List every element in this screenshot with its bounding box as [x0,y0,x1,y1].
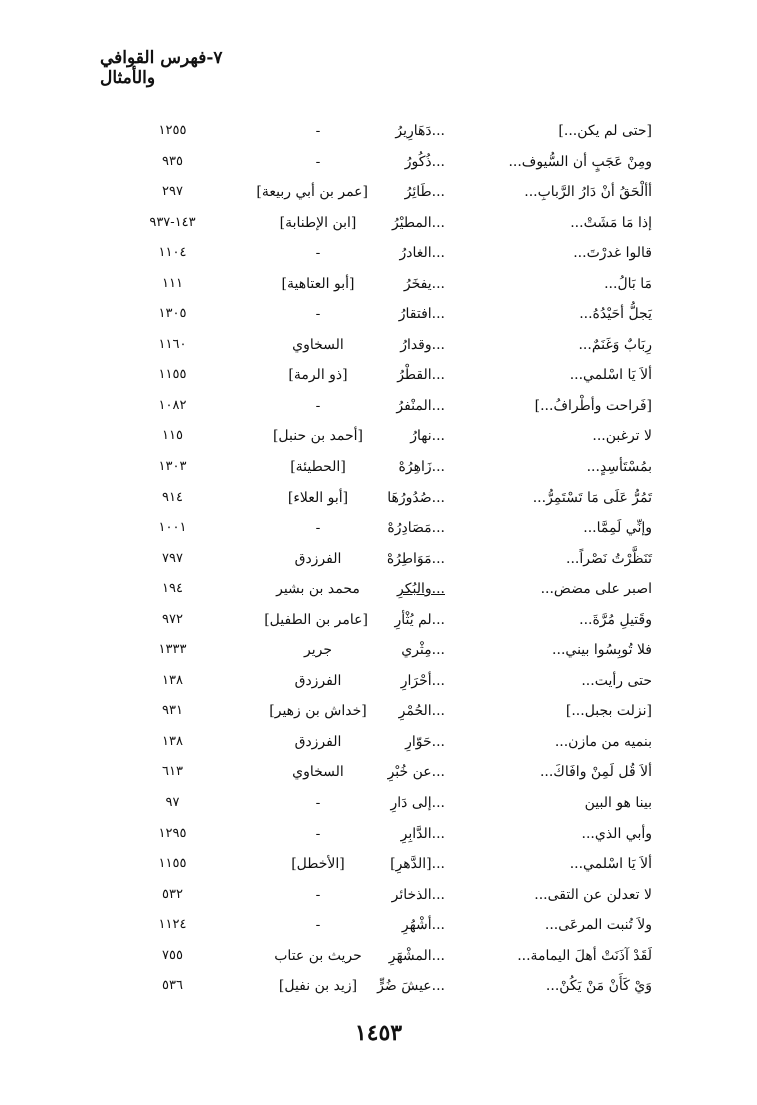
verse-opening: قالوا غدرْتَ... [573,245,652,262]
verse-opening: فلا تُوبِسُوا بيني... [552,642,652,659]
index-row [0,208,757,239]
verse-opening: وقَتيلِ مُرَّةَ... [579,611,652,628]
index-row [0,880,757,911]
index-row [0,696,757,727]
index-row [0,116,757,147]
index-row [0,421,757,452]
rhyme-word: ...وقدارُ [400,336,445,353]
rhyme-word: ...مِثْري [401,642,445,659]
page-reference: ١١٦٠ [158,336,187,352]
poet-name: [ذو الرمة] [288,367,348,384]
poet-name: [خداش بن زهير] [269,703,367,720]
verse-opening: لا تعدلن عن التقى... [534,886,652,903]
page-reference: ٥٣٦ [162,978,183,994]
verse-opening: بنميه من مازن... [554,733,652,750]
verse-opening: مَا بَالُ... [604,275,652,292]
page-reference: ٩٧ [165,795,180,811]
rhyme-word: ...يفخَرُ [403,275,445,292]
rhyme-word: ...مَوَاطِرُهْ [386,550,445,567]
poet-name: - [315,245,321,262]
page-reference: ٩٧٢ [162,611,183,627]
poet-name: - [315,520,321,537]
verse-opening: بمُسْتَأسِدٍ... [586,459,652,476]
poet-name: محمد بن بشير [276,581,360,598]
page-reference: ١١٥ [162,428,183,444]
index-row [0,757,757,788]
page-reference: ٩٣١ [162,703,183,719]
page-reference: ٥٣٢ [162,886,183,902]
page-reference: ١٣٣٣ [158,642,187,658]
rhyme-word: ...أشْهُرِ [401,917,445,934]
poet-name: - [315,886,321,903]
rhyme-word: ...الحُمْرِ [398,703,445,720]
page-reference: ١٣٠٣ [158,459,187,475]
page-reference: ١٠٠١ [158,520,187,536]
poet-name: - [315,397,321,414]
poet-name: [زيد بن نفيل] [278,978,358,995]
poet-name: [ابن الإطنابة] [279,214,357,231]
page-reference: ١١١ [162,275,183,291]
rhyme-word: ...والبُكرِ [397,581,445,598]
index-row [0,483,757,514]
index-row [0,727,757,758]
index-row [0,513,757,544]
page-reference: ٩٣٥ [162,153,183,169]
poet-name: [الأخطل] [291,856,345,873]
verse-opening: أألْحَقُ أنْ دَارُ الرَّبابِ... [524,184,652,201]
poet-name: الفرزدق [294,550,342,567]
verse-opening: ألاَ يَا اسْلمي... [569,856,652,873]
index-row [0,177,757,208]
index-row [0,330,757,361]
index-row [0,605,757,636]
index-row [0,452,757,483]
poet-name: [أبو العتاهية] [281,275,355,292]
page-reference: ١٣٨ [162,733,183,749]
page-reference: ١٢٥٥ [158,123,187,138]
page-number: ١٤٥٣ [354,1020,403,1046]
poet-name: [أحمد بن حنبل] [272,428,364,445]
rhyme-word: ...مَصَادِرُهْ [387,520,445,537]
index-row [0,819,757,850]
index-row [0,941,757,972]
poet-name: [الحطيئة] [290,459,346,476]
poet-name: حريث بن عتاب [274,947,362,964]
index-row [0,849,757,880]
rhyme-word: ...حَوّارِ [405,733,445,750]
verse-opening: إذا مَا مَشَتْ... [570,214,652,231]
index-row [0,788,757,819]
page-reference: ١١٢٤ [158,917,187,933]
poet-name: [عامر بن الطفيل] [264,611,368,628]
verse-opening: تَمُرُّ عَلَى مَا تَسْتَمِرُّ... [532,489,652,506]
rhyme-index-list [0,116,757,1002]
index-row [0,544,757,575]
verse-opening: وأبي الذي... [581,825,652,842]
index-row [0,299,757,330]
verse-opening: تَنَظَّرْتُ نَصْراً... [566,550,652,567]
page-reference: ١١٥٥ [158,367,187,383]
poet-name: الفرزدق [294,672,342,689]
page-reference: ١٩٤ [162,581,183,597]
page-reference: ٧٩٧ [162,550,183,566]
verse-opening: [نزلت بجبل...] [565,703,652,720]
rhyme-word: ...لم يُثْأرِ [394,611,445,628]
page-header-title: ٧-فهرس القوافي والأمثال [100,48,223,88]
verse-opening: حتى رأيت... [581,672,652,689]
page-reference: ٦١٣ [162,764,183,780]
index-row [0,574,757,605]
verse-opening: ولاَ تُنبت المرعَى... [544,917,652,934]
verse-opening: وَيْ كَأَنْ مَنْ يَكُنْ... [545,978,652,995]
page-reference: ٧٥٥ [162,947,183,963]
index-row [0,635,757,666]
rhyme-word: ...عيشَ ضُرٍّ [377,978,445,995]
poet-name: [أبو العلاء] [287,489,349,506]
verse-opening: يَجلُّ أحَيْدُهُ... [579,306,652,323]
page-reference: ٢٩٧ [162,184,183,200]
poet-name: - [315,153,321,170]
verse-opening: ومِنْ عَجَبٍ أن السُّيوف... [508,153,652,170]
verse-opening: بينا هو البين [584,795,652,812]
page-reference: ١٤٣-٩٣٧ [149,214,196,230]
rhyme-word: ...المطيْرُ [391,214,445,231]
rhyme-word: ...إلى دَارِ [390,795,445,812]
poet-name: [عمر بن أبي ربيعة] [256,184,368,201]
rhyme-word: ...دَهَارِيرُ [395,123,445,139]
rhyme-word: ...الغادرُ [399,245,445,262]
index-row [0,910,757,941]
rhyme-word: ...الدَّابِرِ [400,825,445,842]
poet-name: - [315,123,321,139]
rhyme-word: ...صُدُورُهَا [387,489,445,506]
rhyme-word: ...أحْرَارِ [400,672,445,689]
poet-name: السخاوي [292,764,344,781]
poet-name: السخاوي [292,336,344,353]
rhyme-word: ...ذُكُورُ [404,153,445,170]
verse-opening: اصبر على مضض... [540,581,652,598]
index-row [0,269,757,300]
verse-opening: [حتى لم يكن...] [558,123,652,139]
index-row [0,666,757,697]
verse-opening: ألاَ قُل لَمِنْ وافَاكَ... [539,764,652,781]
verse-opening: لا ترغبن... [592,428,652,445]
rhyme-word: ...طَائِرُ [404,184,445,201]
page-reference: ١٣٠٥ [158,306,187,322]
rhyme-word: ...[الدَّهرِ] [390,856,445,873]
poet-name: الفرزدق [294,733,342,750]
rhyme-word: ...نهارُ [410,428,445,445]
index-row [0,238,757,269]
poet-name: - [315,917,321,934]
index-row [0,971,757,1002]
rhyme-word: ...القطْرُ [397,367,445,384]
page-reference: ١١٠٤ [158,245,187,261]
poet-name: - [315,825,321,842]
poet-name: - [315,795,321,812]
page-reference: ١٢٩٥ [158,825,187,841]
rhyme-word: ...المشْهَرِ [388,947,445,964]
rhyme-word: ...افتقارُ [398,306,445,323]
rhyme-word: ...عن خُبْرِ [387,764,445,781]
verse-opening: وإنِّي لَمِمَّا... [583,520,652,537]
verse-opening: لَقَدْ آذَنَتْ أهلَ اليمامة... [517,947,652,964]
index-row [0,360,757,391]
verse-opening: ألاَ يَا اسْلمي... [569,367,652,384]
page-reference: ٩١٤ [162,489,183,505]
verse-opening: [فَراحت وأطْرافُ...] [534,397,652,414]
rhyme-word: ...زَاهِرُهْ [398,459,445,476]
page-reference: ١٣٨ [162,672,183,688]
page-reference: ١١٥٥ [158,856,187,872]
poet-name: جرير [304,642,332,659]
index-row [0,391,757,422]
verse-opening: رِبَابٌ وَغَنَمٌ... [578,336,652,353]
rhyme-word: ...المنْفرُ [396,397,445,414]
rhyme-word: ...الذخائر [391,886,445,903]
page-reference: ١٠٨٢ [158,397,187,413]
index-row [0,147,757,178]
poet-name: - [315,306,321,323]
